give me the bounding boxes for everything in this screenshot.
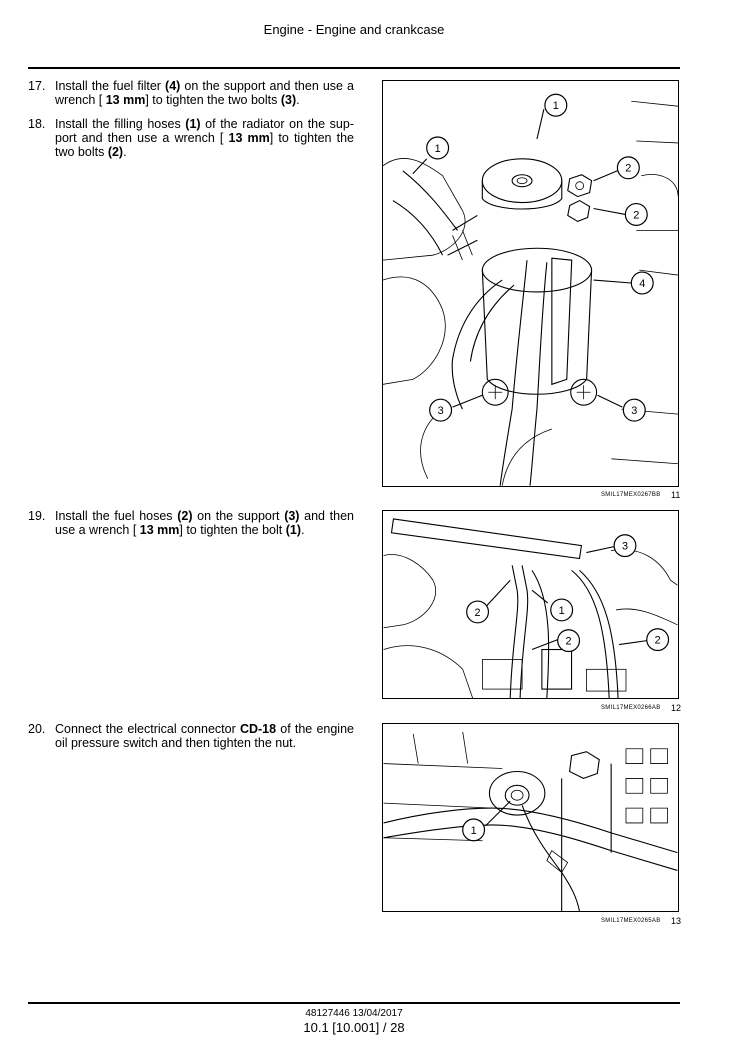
step-text-fragment: .	[300, 523, 305, 537]
figure-code: SMIL17MEX0266AB	[601, 705, 661, 711]
svg-text:1: 1	[552, 100, 559, 113]
callout-label	[623, 399, 645, 421]
step-text-bold: (4)	[165, 79, 181, 93]
step-text-bold: (3)	[284, 509, 300, 523]
callout-label	[427, 137, 449, 159]
svg-text:3: 3	[437, 405, 444, 418]
svg-text:4: 4	[639, 277, 646, 290]
svg-text:2: 2	[625, 162, 632, 175]
svg-text:2: 2	[654, 634, 661, 647]
step-text-fragment: on the support	[192, 509, 285, 523]
svg-text:3: 3	[621, 540, 629, 553]
step-text-bold: (1)	[185, 117, 201, 131]
step-text-fragment: Install the fuel hoses	[55, 509, 178, 523]
step-text-fragment: .	[296, 93, 300, 107]
step-text-fragment: ] to tighten the bolt	[179, 523, 286, 537]
figure-code: SMIL17MEX0267BB	[601, 492, 661, 498]
step-text-bold: (3)	[280, 93, 297, 107]
step-text-bold: (1)	[285, 523, 301, 537]
footer-document-reference: 48127446 13/04/2017	[305, 1008, 403, 1019]
step-text-bold: 13 mm	[105, 93, 146, 107]
instruction-step	[28, 509, 354, 537]
callout-label	[558, 630, 580, 652]
step-text-fragment: Install the filling hoses	[55, 117, 186, 131]
step-number: 17.	[28, 79, 46, 93]
svg-text:1: 1	[558, 604, 565, 617]
svg-text:2: 2	[633, 209, 640, 222]
oil-pressure-switch-illustration	[383, 724, 678, 911]
step-text-fragment: ] to tighten the two bolts	[145, 93, 281, 107]
step-text-bold: 13 mm	[228, 131, 270, 145]
callout-label	[545, 94, 567, 116]
step-text	[55, 509, 354, 537]
step-number: 18.	[28, 117, 46, 131]
step-number: 20.	[28, 722, 46, 736]
instruction-step	[28, 79, 354, 107]
step-text-fragment: and then use a wrench [	[55, 509, 354, 537]
step-text-fragment: .	[123, 145, 127, 159]
figure-number: 12	[671, 703, 682, 713]
step-text-bold: CD-18	[239, 722, 277, 736]
instruction-step	[28, 722, 354, 750]
svg-text:2: 2	[565, 635, 572, 648]
callout-label	[463, 819, 485, 841]
callout-label	[551, 599, 573, 621]
step-text	[55, 117, 354, 159]
step-text-fragment: Connect the electrical connector	[55, 722, 240, 736]
step-text-fragment: ] to tighten the two bolts	[55, 131, 354, 159]
callout-label	[631, 272, 653, 294]
header-divider	[28, 67, 680, 69]
callout-label	[467, 601, 489, 623]
step-text	[55, 722, 354, 750]
step-text-fragment: of the radiator on the sup-port and then use a wrench [	[55, 117, 354, 145]
svg-text:1: 1	[434, 142, 441, 155]
step-text-fragment: Install the fuel filter	[55, 79, 166, 93]
fuel-hoses-illustration	[383, 511, 678, 698]
step-number: 19.	[28, 509, 46, 523]
svg-text:1: 1	[470, 824, 477, 837]
step-text-bold: (2)	[177, 509, 193, 523]
figure-oil-pressure-switch	[382, 723, 679, 912]
step-text-fragment: on the support and then use a wrench [	[55, 79, 354, 107]
instruction-step	[28, 117, 354, 159]
callout-label	[625, 204, 647, 226]
callout-label	[430, 399, 452, 421]
svg-text:3: 3	[631, 405, 638, 418]
figure-number: 11	[671, 490, 681, 500]
step-text	[55, 79, 354, 107]
step-text-bold: 13 mm	[139, 523, 180, 537]
callout-label	[614, 535, 636, 557]
step-text-bold: (2)	[107, 145, 124, 159]
footer-page-reference: 10.1 [10.001] / 28	[303, 1020, 405, 1035]
step-text-fragment: of the engine oil pressure switch and then tighten the nut.	[55, 722, 354, 750]
figure-code: SMIL17MEX0265AB	[601, 918, 661, 924]
figure-fuel-hoses-support	[382, 510, 679, 699]
callout-label	[617, 157, 639, 179]
page-header-title: Engine - Engine and crankcase	[263, 22, 445, 37]
footer-divider	[28, 1002, 680, 1004]
fuel-filter-illustration	[383, 81, 678, 486]
callout-label	[647, 629, 669, 651]
svg-text:2: 2	[474, 606, 481, 619]
figure-number: 13	[671, 916, 682, 926]
figure-fuel-filter-radiator	[382, 80, 679, 487]
